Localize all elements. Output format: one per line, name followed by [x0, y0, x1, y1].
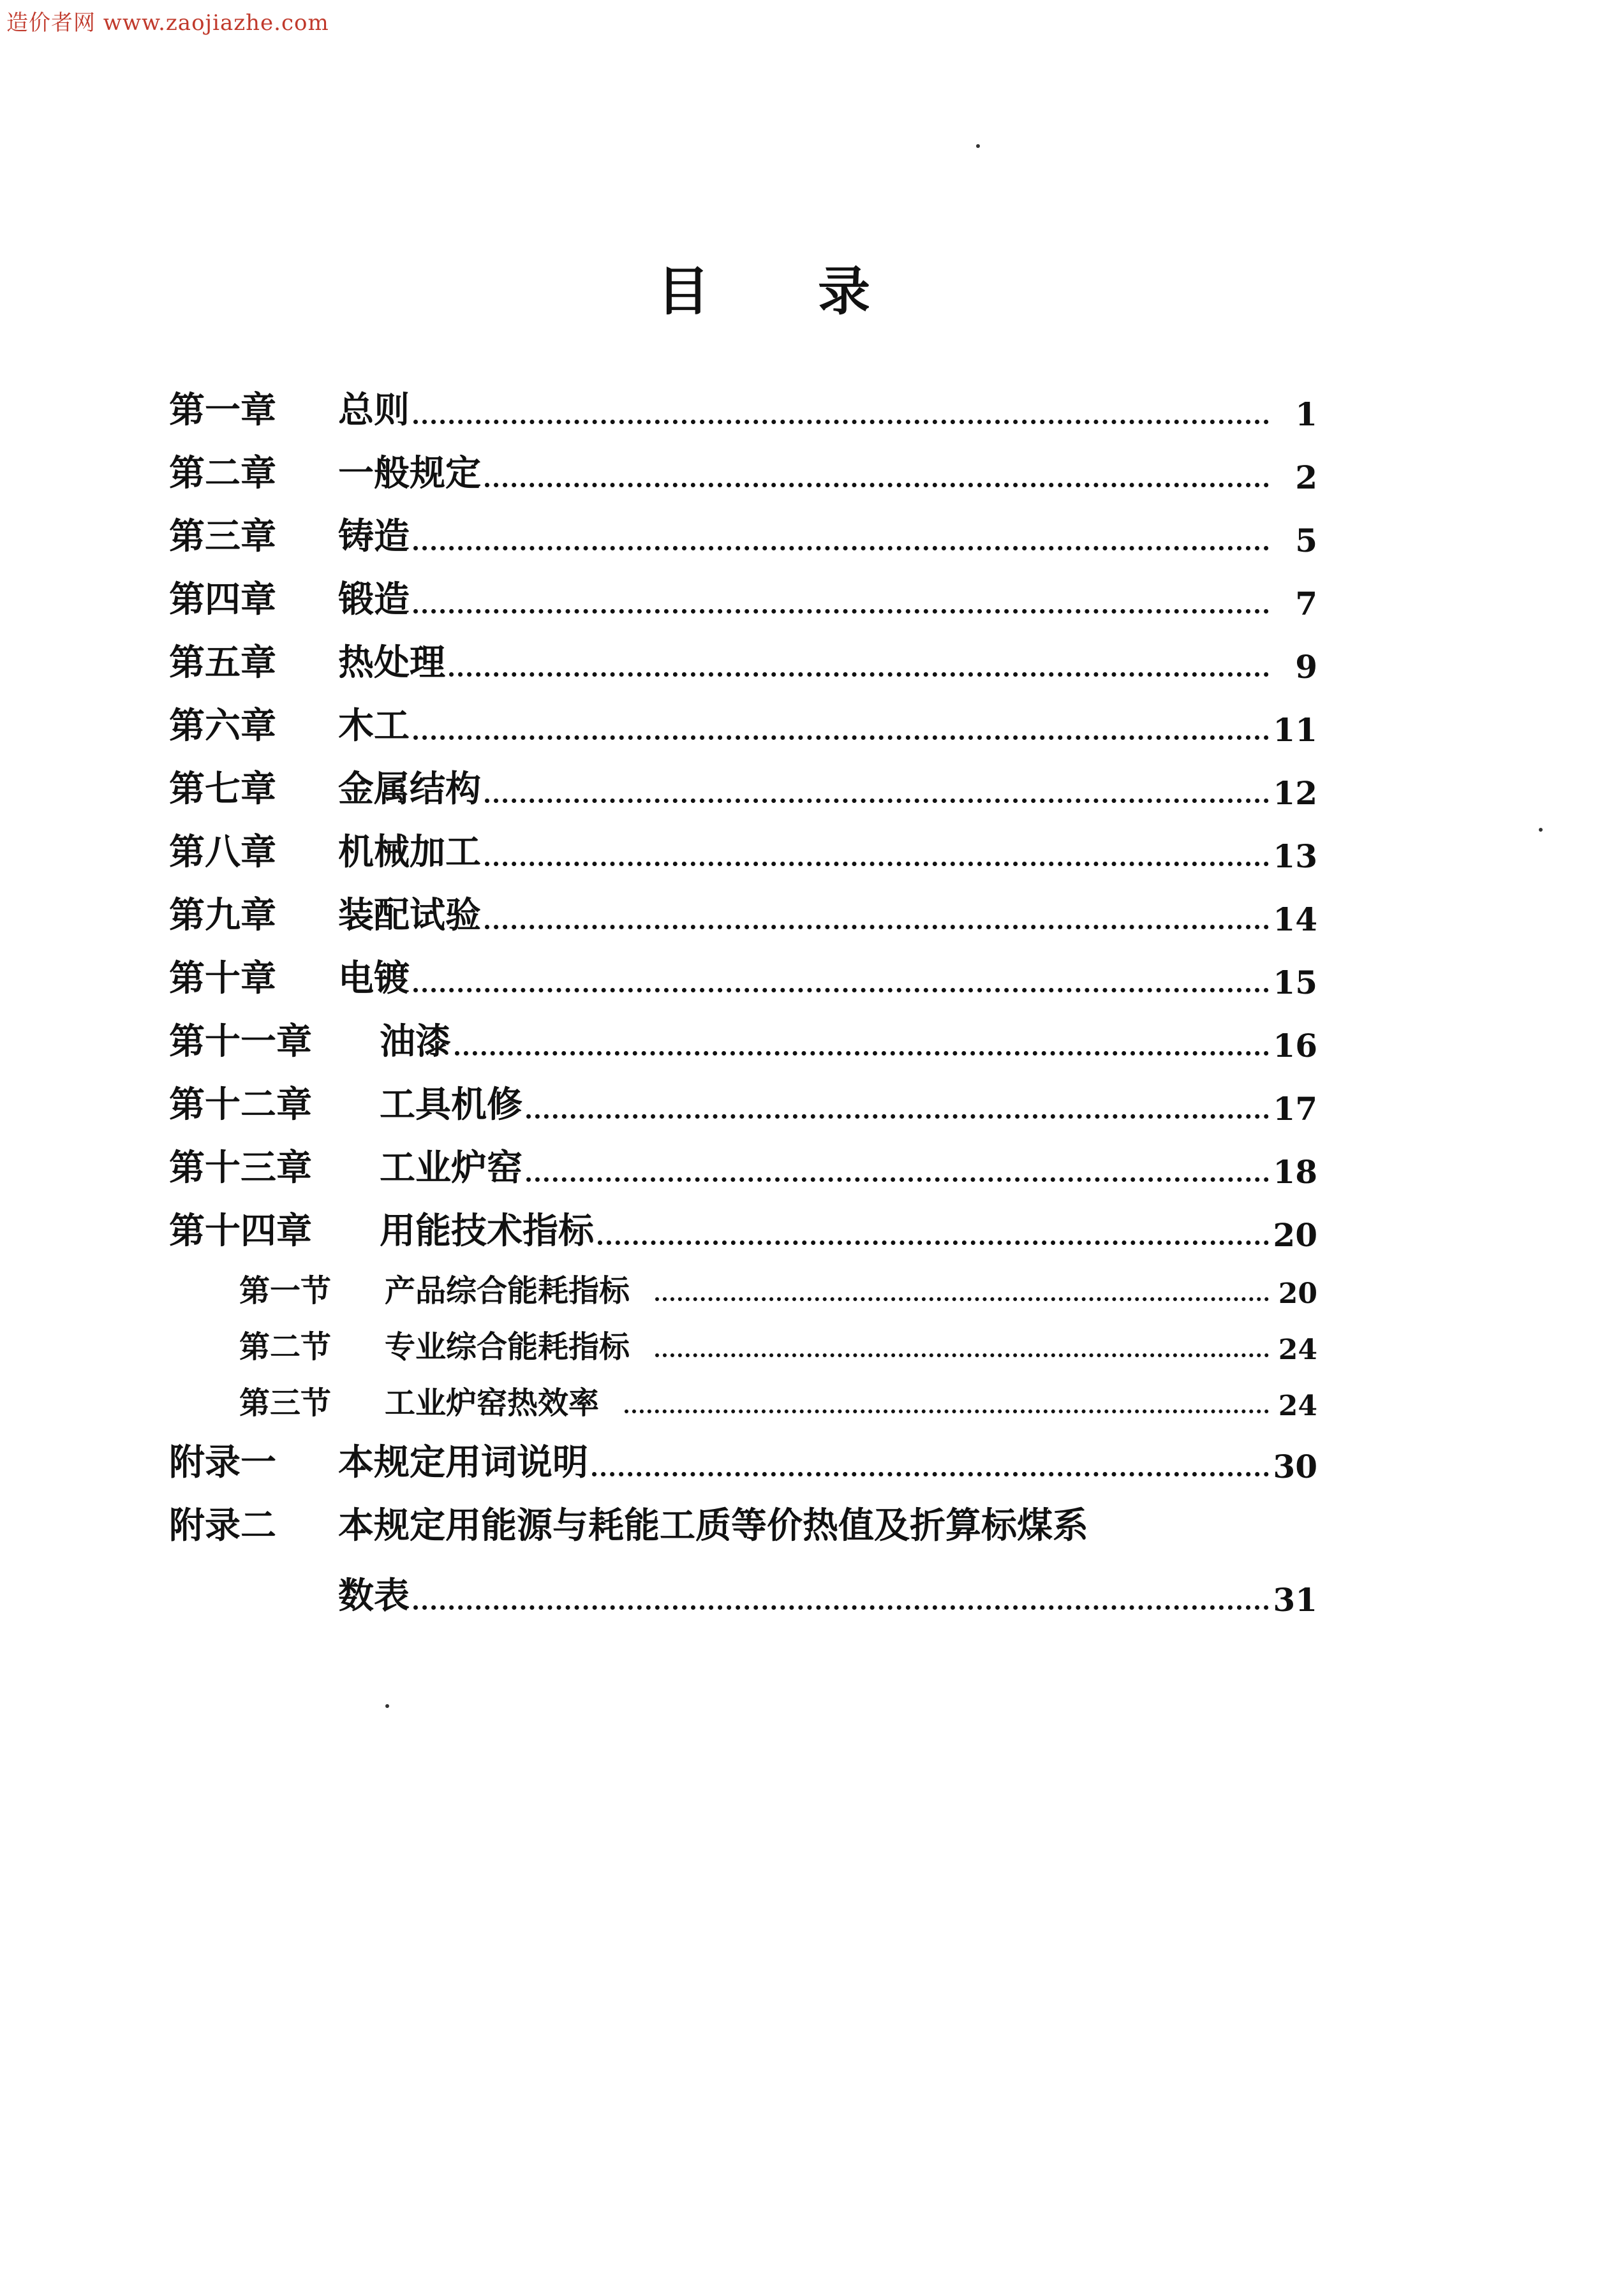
page-number: 17 — [1273, 1090, 1317, 1128]
dot-leader — [625, 1409, 1269, 1413]
dot-leader — [455, 1051, 1269, 1056]
appendix-number: 附录二 — [169, 1505, 276, 1547]
chapter-number: 第九章 — [169, 894, 276, 936]
toc-entry-chapter-1[interactable] — [169, 370, 1317, 433]
table-of-contents — [169, 370, 1317, 1619]
chapter-number: 第六章 — [169, 705, 276, 747]
chapter-number: 第一章 — [169, 389, 276, 431]
toc-entry-appendix-2[interactable] — [169, 1485, 1317, 1549]
chapter-title: 用能技术指标 — [380, 1210, 594, 1252]
toc-entry-section-2[interactable] — [169, 1310, 1317, 1366]
scan-speck — [1539, 828, 1543, 832]
chapter-title: 铸造 — [338, 515, 410, 557]
dot-leader — [485, 798, 1269, 803]
toc-entry-chapter-8[interactable] — [169, 812, 1317, 875]
page-number: 14 — [1273, 901, 1317, 938]
page-number: 13 — [1273, 837, 1317, 875]
appendix-number: 附录一 — [169, 1441, 276, 1483]
chapter-title: 锻造 — [338, 578, 410, 621]
dot-leader — [449, 672, 1269, 677]
dot-leader — [485, 483, 1269, 487]
toc-entry-chapter-7[interactable] — [169, 749, 1317, 812]
toc-entry-section-3[interactable] — [169, 1366, 1317, 1422]
appendix-title: 本规定用词说明 — [338, 1441, 588, 1483]
page-number: 20 — [1273, 1216, 1317, 1254]
page-number: 30 — [1273, 1448, 1317, 1485]
chapter-number: 第十三章 — [169, 1147, 312, 1189]
chapter-title: 木工 — [338, 705, 410, 747]
section-title: 产品综合能耗指标 — [385, 1273, 630, 1309]
section-number: 第一节 — [239, 1273, 332, 1309]
appendix-title-continuation: 数表 — [338, 1575, 410, 1617]
chapter-number: 第三章 — [169, 515, 276, 557]
dot-leader — [526, 1177, 1269, 1182]
chapter-number: 第七章 — [169, 768, 276, 810]
chapter-number: 第十章 — [169, 957, 276, 999]
page-title: 目录 — [657, 261, 979, 322]
page-number: 9 — [1295, 648, 1317, 686]
chapter-number: 第十二章 — [169, 1084, 312, 1126]
page-number: 24 — [1278, 1390, 1317, 1422]
chapter-title: 工具机修 — [380, 1084, 522, 1126]
chapter-title: 电镀 — [338, 957, 410, 999]
dot-leader — [413, 988, 1269, 992]
dot-leader — [413, 1605, 1269, 1610]
toc-entry-chapter-3[interactable] — [169, 496, 1317, 559]
toc-entry-section-1[interactable] — [169, 1254, 1317, 1310]
chapter-number: 第五章 — [169, 642, 276, 684]
chapter-title: 机械加工 — [338, 831, 481, 873]
dot-leader — [526, 1114, 1269, 1119]
page-number: 1 — [1295, 395, 1317, 433]
dot-leader — [592, 1472, 1269, 1476]
chapter-title: 油漆 — [380, 1020, 451, 1063]
dot-leader — [655, 1353, 1269, 1357]
toc-entry-chapter-2[interactable] — [169, 433, 1317, 496]
chapter-number: 第十四章 — [169, 1210, 312, 1252]
section-number: 第三节 — [239, 1385, 332, 1421]
toc-entry-chapter-5[interactable] — [169, 622, 1317, 686]
scan-speck — [976, 144, 980, 148]
page-number: 31 — [1273, 1581, 1317, 1619]
toc-entry-appendix-2-continuation[interactable] — [169, 1549, 1317, 1619]
toc-entry-appendix-1[interactable] — [169, 1422, 1317, 1485]
chapter-number: 第十一章 — [169, 1020, 312, 1063]
appendix-title: 本规定用能源与耗能工质等价热值及折算标煤系 — [338, 1505, 1088, 1547]
dot-leader — [655, 1297, 1269, 1301]
toc-entry-chapter-10[interactable] — [169, 938, 1317, 1001]
scan-speck — [385, 1704, 389, 1708]
toc-entry-chapter-6[interactable] — [169, 686, 1317, 749]
dot-leader — [485, 925, 1269, 929]
toc-entry-chapter-14[interactable] — [169, 1191, 1317, 1254]
chapter-number: 第八章 — [169, 831, 276, 873]
toc-entry-chapter-13[interactable] — [169, 1128, 1317, 1191]
chapter-title: 热处理 — [338, 642, 445, 684]
dot-leader — [413, 735, 1269, 740]
dot-leader — [485, 862, 1269, 866]
chapter-title: 一般规定 — [338, 452, 481, 494]
page-number: 18 — [1273, 1153, 1317, 1191]
section-number: 第二节 — [239, 1329, 332, 1365]
chapter-title: 装配试验 — [338, 894, 481, 936]
dot-leader — [413, 420, 1269, 424]
page-number: 24 — [1278, 1334, 1317, 1366]
section-title: 专业综合能耗指标 — [385, 1329, 630, 1365]
dot-leader — [598, 1240, 1269, 1245]
dot-leader — [413, 609, 1269, 614]
chapter-number: 第二章 — [169, 452, 276, 494]
section-title: 工业炉窑热效率 — [385, 1385, 600, 1421]
chapter-title: 总则 — [338, 389, 410, 431]
watermark: 造价者网 www.zaojiazhe.com — [6, 10, 329, 36]
page-number: 2 — [1295, 459, 1317, 496]
toc-entry-chapter-12[interactable] — [169, 1064, 1317, 1128]
page-number: 16 — [1273, 1027, 1317, 1064]
page-number: 5 — [1295, 522, 1317, 559]
chapter-number: 第四章 — [169, 578, 276, 621]
page-number: 12 — [1273, 774, 1317, 812]
page-number: 15 — [1273, 964, 1317, 1001]
chapter-title: 工业炉窑 — [380, 1147, 522, 1189]
page-number: 7 — [1295, 585, 1317, 622]
page-number: 20 — [1278, 1277, 1317, 1310]
toc-entry-chapter-11[interactable] — [169, 1001, 1317, 1064]
page-number: 11 — [1273, 711, 1317, 749]
toc-entry-chapter-9[interactable] — [169, 875, 1317, 938]
dot-leader — [413, 546, 1269, 550]
chapter-title: 金属结构 — [338, 768, 481, 810]
toc-entry-chapter-4[interactable] — [169, 559, 1317, 622]
